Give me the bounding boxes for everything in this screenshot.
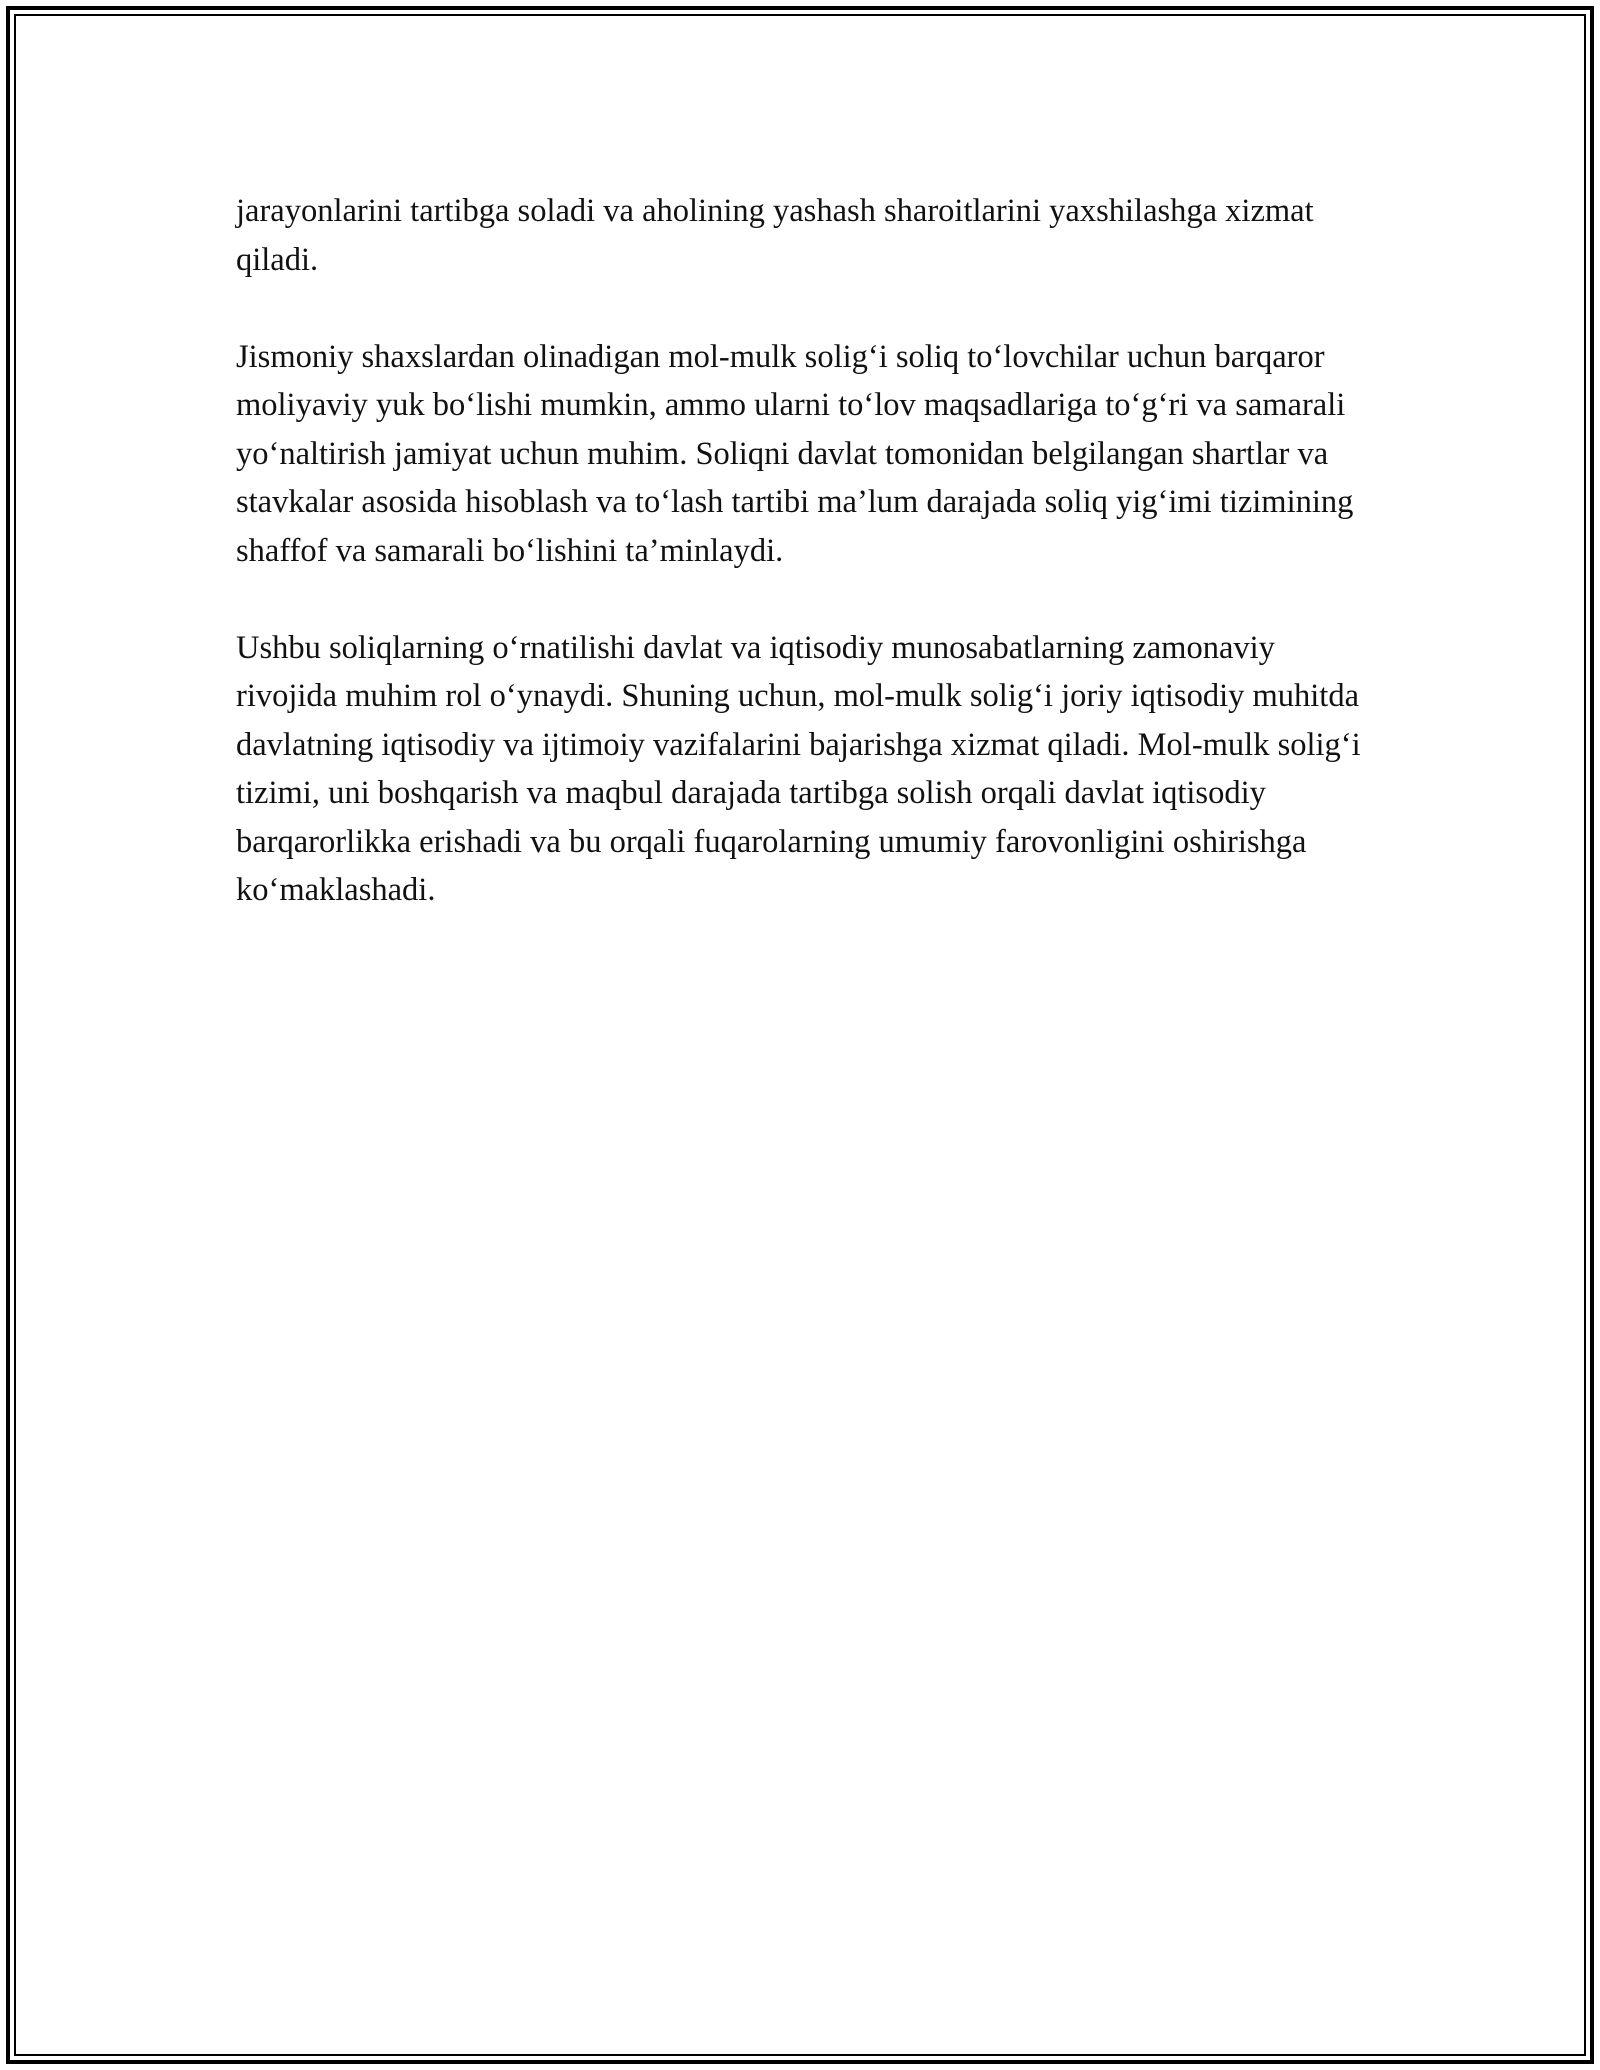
paragraph-1: jarayonlarini tartibga soladi va aholining yashash sharoitlarini yaxshilashga xizmat qiladi.	[236, 193, 1314, 278]
paragraph-3: Ushbu soliqlarning o‘rnatilishi davlat va iqtisodiy munosabatlarning zamonaviy rivojida muhim rol o‘ynaydi. Shuning uchun, mol-mulk solig‘i joriy iqtisodiy muhitda davlatning iqtisodiy va ijtimoiy vazifalarini bajarishga xizmat qiladi. Mol-mulk solig‘i tizimi, uni boshqarish va maqbul darajada tartibga solish orqali davlat iqtisodiy barqarorlikka erishadi va bu orqali fuqarolarning umumiy farovonligini oshirishga ko‘maklashadi.	[236, 629, 1361, 908]
paragraph-2: Jismoniy shaxslardan olinadigan mol-mulk solig‘i soliq to‘lovchilar uchun barqaror moliyaviy yuk bo‘lishi mumkin, ammo ularni to‘lov maqsadlariga to‘g‘ri va samarali yo‘naltirish jamiyat uchun muhim. Soliqni davlat tomonidan belgilangan shartlar va stavkalar asosida hisoblash va to‘lash tartibi ma’lum darajada soliq yig‘imi tizimining shaffof va samarali bo‘lishini ta’minlaydi.	[236, 338, 1354, 569]
document-body	[236, 187, 1366, 963]
